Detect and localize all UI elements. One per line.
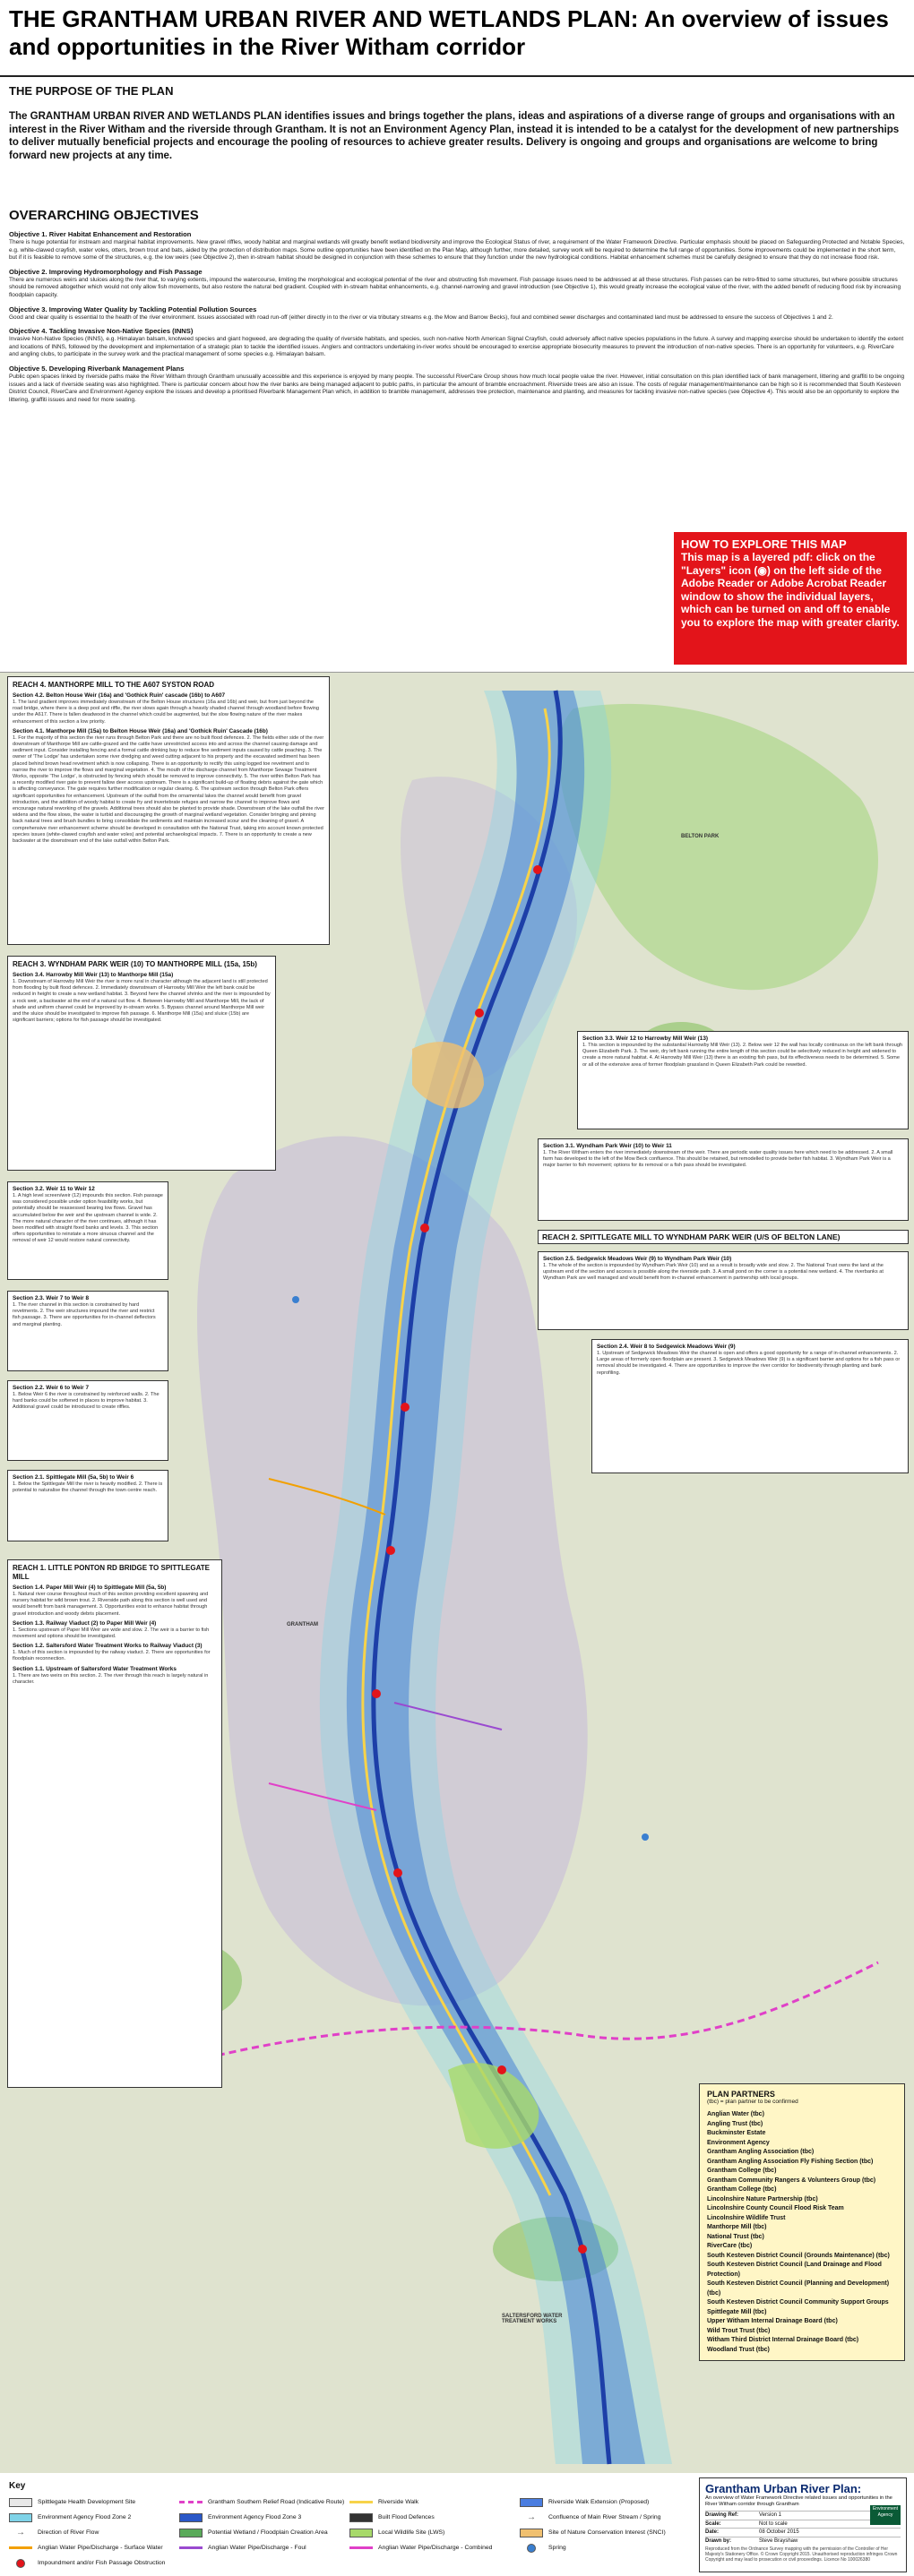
- objective-3: [9, 305, 905, 322]
- partner-item: Buckminster Estate: [707, 2130, 766, 2136]
- purpose-section: [9, 84, 905, 162]
- key-swatch: [179, 2546, 203, 2549]
- key-item: [520, 2525, 690, 2540]
- key-label: Grantham Southern Relief Road (Indicative Route): [208, 2499, 345, 2505]
- partner-item: Lincolnshire County Council Flood Risk Team: [707, 2205, 844, 2211]
- section-title: Section 4.2. Belton House Weir (16a) and 'Gothick Ruin' cascade (16b) to A607: [13, 692, 226, 699]
- partner-item: Grantham Angling Association (tbc): [707, 2149, 815, 2155]
- partner-item: RiverCare (tbc): [707, 2243, 753, 2249]
- key-label: Environment Agency Flood Zone 3: [208, 2514, 302, 2520]
- key-item: [9, 2555, 179, 2571]
- key-swatch: [179, 2513, 203, 2522]
- objective-title: Objective 3. Improving Water Quality by Tackling Potential Pollution Sources: [9, 305, 257, 313]
- explore-instructions: This map is a layered pdf: click on the "Layers" icon (◉) on the left side of the Adobe Reader or Adobe Acrobat Reader window to show the individual layers, which can be turned on and off to enable you to explore the map with greater clarity.: [681, 551, 900, 629]
- key-swatch: [16, 2559, 25, 2568]
- section-text: 1. Sections upstream of Paper Mill Weir are wide and slow. 2. The weir is a barrier to fish movement and options should be investigated.: [13, 1627, 210, 1640]
- key-swatch: [527, 2544, 536, 2553]
- section-title: Section 1.1. Upstream of Saltersford Water Treatment Works: [13, 1665, 177, 1672]
- key-item: [9, 2510, 179, 2525]
- key-item: [520, 2494, 690, 2510]
- section-text: 1. Natural river course throughout much of this section providing excellent spawning and nursery habitat for wild brown trout. 2. Riverside path along this section is well used and would benefit from bank management. 3. Opportunities exist to enhance habitat through gravel introduction and woody debris placement.: [13, 1592, 209, 1617]
- partner-item: South Kesteven District Council Community Support Groups: [707, 2299, 889, 2306]
- key-item: [349, 2525, 520, 2540]
- objective-5: [9, 365, 905, 404]
- section-text: 1. The land gradient improves immediately downstream of the Belton House structures (16a and 16b) and weir, but from just beyond the road bridge, where there is a deep pool and riffle, the river slows again through a heavily shaded channel through woodland before flowing under the A617. There is fallen deadwood in the channel which could be augmented, but the slow flowing nature of the river makes enhancement of this section a low priority.: [13, 700, 319, 725]
- key-label: Riverside Walk: [378, 2499, 419, 2505]
- section-2-4-box: [591, 1339, 909, 1473]
- section-text: 1. Upstream of Sedgewick Meadows Weir the channel is open and offers a good opportunity for a range of in-channel enhancements. 2. Large areas of formerly open floodplain are present. 3. Sedgewick Meadows Weir (9) is a significant barrier and options for a fish pass or removal should be investigated. 4. There are opportunities to improve the river corridor for biodiversity through planting and bank reprofiling.: [597, 1351, 901, 1376]
- partner-item: Grantham College (tbc): [707, 2186, 777, 2193]
- partner-item: Grantham Angling Association Fly Fishing Section (tbc): [707, 2158, 874, 2165]
- key-label: Spittlegate Health Development Site: [38, 2499, 136, 2505]
- key-grid: [9, 2494, 690, 2571]
- objective-text: Good and clear quality is essential to the health of the river environment. Issues associated with road run-off (either directly in to the river or via tributary streams e.g. the Mow and Barrow Becks), foul and combined sewer discharges and contaminated land must be addressed to ensure the success of Objectives 1 and 2.: [9, 313, 833, 321]
- page-header: [0, 0, 914, 77]
- section-title: Section 2.4. Weir 8 to Sedgewick Meadows Weir (9): [597, 1344, 736, 1350]
- section-2-2-box: [7, 1380, 168, 1461]
- objective-text: Invasive Non-Native Species (INNS), e.g. Himalayan balsam, knotweed species and giant hogweed, are degrading the quality of riverside habitats, and species, such non-native North American Signal Crayfish, could adversely affect native species populations in the future. A survey and mapping exercise should be undertaken to identify the extent and locations of INNS, followed by the development and implementation of a strategic plan to tackle the identified issues. Anglers and contractors undertaking in-river works should be encouraged to exercise appropriate biosecurity measures to prevent the introduction of non-native species. There is an opportunity for volunteers, e.g. RiverCare and angling clubs, to participate in the survey work and the practical management of some species e.g. Himalayan balsam.: [9, 336, 904, 358]
- map-label-works: SALTERSFORD WATER TREATMENT WORKS: [502, 2314, 563, 2324]
- objective-2: [9, 268, 905, 300]
- section-text: 1. The whole of the section is impounded by Wyndham Park Weir (10) and as a result is broadly wide and slow. 2. The National Trust owns the land at the upstream end of the section and access is possible along the riverside path. 3. A small pond on the corner is a potential new wetland. 4. The riverbanks at Wyndham Park are well managed and would benefit from in-channel enhancement in partnership with local groups.: [543, 1263, 884, 1282]
- key-item: [179, 2525, 349, 2540]
- copyright-notice: Reproduced from the Ordnance Survey mapping with the permission of the Controller of Her Majesty's Stationery Office. © Crown Copyright 2015. Unauthorised reproduction infringes Crown Copyright and may lead to prosecution or civil proceedings. Licence No 100026380: [705, 2546, 898, 2563]
- title-block-row: [705, 2537, 901, 2546]
- key-item: [520, 2540, 690, 2555]
- objective-title: Objective 1. River Habitat Enhancement and Restoration: [9, 230, 192, 238]
- key-item: [349, 2494, 520, 2510]
- key-item: [349, 2540, 520, 2555]
- partners-note: (tbc) = plan partner to be confirmed: [707, 2099, 798, 2105]
- section-title: Section 3.1. Wyndham Park Weir (10) to Weir 11: [543, 1143, 672, 1149]
- key-heading: Key: [9, 2481, 26, 2491]
- key-label: Built Flood Defences: [378, 2514, 435, 2520]
- partners-heading: PLAN PARTNERS: [707, 2090, 775, 2099]
- key-swatch: [349, 2529, 373, 2537]
- partner-item: Wild Trout Trust (tbc): [707, 2327, 771, 2334]
- section-3-2-box: [7, 1181, 168, 1280]
- reach-title: REACH 1. LITTLE PONTON RD BRIDGE TO SPITTLEGATE MILL: [13, 1564, 211, 1581]
- section-title: Section 3.3. Weir 12 to Harrowby Mill Weir (13): [582, 1035, 709, 1042]
- objective-text: There is huge potential for instream and marginal habitat improvements. New gravel riffles, woody habitat and marginal wetlands will greatly benefit wetland biodiversity and improve the Ecological Status of river, a requirement of the Water Framework Directive. Particular emphasis should be placed on Safeguarding Protected and Notable Species, e.g. white-clawed crayfish, water voles, otters, brown trout and bats, aided by the protection of distribution maps. Some outline opportunities have been identified on the Plan Map, although further, more detailed, survey work will be required to determine the full range of opportunities. Some improvements could be implemented in the short term, but if it is feasible to remove some of the structures, e.g. the low weirs (see Objective 2), then in-stream habitat should be designed in conjunction with these schemes to ensure that they function under the new hydrological conditions. Habitat enhancement schemes must be carefully designed to ensure that they do not increase flood risk.: [9, 239, 905, 262]
- row-key: Drawn by:: [705, 2537, 732, 2544]
- explore-heading: HOW TO EXPLORE THIS MAP: [681, 537, 847, 551]
- row-key: Drawing Ref:: [705, 2512, 739, 2519]
- partner-item: Manthorpe Mill (tbc): [707, 2224, 767, 2230]
- purpose-heading: THE PURPOSE OF THE PLAN: [9, 84, 174, 98]
- reach-title: REACH 3. WYNDHAM PARK WEIR (10) TO MANTHORPE MILL (15a, 15b): [13, 960, 257, 968]
- section-title: Section 2.3. Weir 7 to Weir 8: [13, 1295, 90, 1301]
- title-block-row: [705, 2528, 901, 2537]
- key-swatch: [520, 2529, 543, 2537]
- objective-4: [9, 327, 905, 359]
- key-swatch: [349, 2501, 373, 2503]
- title-block-title: Grantham Urban River Plan:: [705, 2482, 862, 2495]
- partner-item: Woodland Trust (tbc): [707, 2346, 770, 2353]
- section-2-5-box: [538, 1251, 909, 1330]
- section-title: Section 3.2. Weir 11 to Weir 12: [13, 1186, 95, 1192]
- section-2-1-box: [7, 1470, 168, 1541]
- objective-text: Public open spaces linked by riverside paths make the River Witham through Grantham unusually accessible and this experience is enjoyed by many people. The successful RiverCare Group shows how much local people value the river. However, initial consultation on this plan identified lack of bank management, littering and graffiti to be ongoing issues and a lack of riverside seating was also highlighted. There is particular concern about how the river banks are being managed adjacent to public paths, in particular the amount of bramble encroachment. Riverside trees are also an issue. The costs of regular management/maintenance can be high so it is recommended that South Kesteven District Council, RiverCare and Environment Agency explore the issues and develop a prioritised Riverbank Management Plan which, in addition to bramble management, addresses tree protection, maintenance and planting, and measures for tackling invasive non-native species (see Objective 4). This would also be an opportunity to explore the littering, graffiti issues and need for more seating.: [9, 373, 905, 403]
- key-item: [349, 2510, 520, 2525]
- section-3-3-box: [577, 1031, 909, 1129]
- section-title: Section 2.1. Spittlegate Mill (5a, 5b) to Weir 6: [13, 1474, 134, 1481]
- partner-item: South Kesteven District Council (Grounds Maintenance) (tbc): [707, 2252, 890, 2259]
- section-text: 1. There are two weirs on this section. 2. The river through this reach is largely natural in character.: [13, 1672, 209, 1685]
- row-key: Date:: [705, 2529, 720, 2536]
- key-item: [179, 2494, 349, 2510]
- key-swatch: →: [527, 2512, 536, 2522]
- page-title: THE GRANTHAM URBAN RIVER AND WETLANDS PLAN: An overview of issues and opportunities in the River Witham corridor: [9, 5, 889, 60]
- objective-title: Objective 5. Developing Riverbank Management Plans: [9, 364, 185, 373]
- row-value: Not to scale: [759, 2520, 788, 2527]
- row-value: 08 October 2015: [759, 2529, 799, 2536]
- key-item: [9, 2540, 179, 2555]
- key-label: Local Wildlife Site (LWS): [378, 2529, 445, 2536]
- partner-item: Grantham College (tbc): [707, 2168, 777, 2174]
- map-key: [9, 2481, 690, 2571]
- section-text: 1. Much of this section is impounded by the railway viaduct. 2. There are opportunities for floodplain reconnection.: [13, 1650, 211, 1662]
- row-value: Steve Brayshaw: [759, 2537, 798, 2544]
- partner-item: Angling Trust (tbc): [707, 2120, 763, 2127]
- section-text: 1. Below Weir 6 the river is constrained by reinforced walls. 2. The hard banks could be softened in places to improve habitat. 3. Additional gravel could be introduced to create riffles.: [13, 1392, 160, 1411]
- partner-item: Anglian Water (tbc): [707, 2111, 764, 2117]
- objective-title: Objective 4. Tackling Invasive Non-Native Species (INNS): [9, 327, 194, 336]
- section-2-3-box: [7, 1291, 168, 1371]
- partner-item: South Kesteven District Council (Land Drainage and Flood Protection): [707, 2262, 882, 2278]
- partner-item: Upper Witham Internal Drainage Board (tbc): [707, 2318, 838, 2324]
- reach-3-box: [7, 956, 276, 1171]
- section-text: 1. The River Witham enters the river immediately downstream of the weir. There are periodic water quality issues here which need to be addressed. 2. A small farm has developed to the left of the Mow Beck confluence. This should be retained, but remodelled to provide better fish habitat. 3. Wyndham Park Weir is a major barrier to fish movement; options for its removal or a fish pass should be investigated.: [543, 1150, 893, 1169]
- section-text: 1. Downstream of Harrowby Mill Weir the river is more rural in character although the adjacent land is still protected from flooding by built flood defences. 2. Immediately downstream of Harrowby Mill Weir the left bank could be reduced in height to create a new wetland habitat. 3. Beyond here the channel shrinks and the river is impounded by a rock weir, a backwater at the end of a natural cut flow. 4. Between Harrowby Mill and Manthorpe Mill, the lack of shade and uniform channel could be improved by in-stream works. 5. Bypass channel around Manthorpe Mill weir and the sluice should be investigated to improve fish passage. 6. Manthorpe Mill (15a) and sluice (15b) are significant barriers; options for fish passage should be investigated.: [13, 979, 271, 1024]
- objective-1: [9, 230, 905, 262]
- section-title: Section 1.2. Saltersford Water Treatment Works to Railway Viaduct (3): [13, 1643, 203, 1650]
- key-item: [179, 2510, 349, 2525]
- reach-1-box: [7, 1559, 222, 2088]
- section-title: Section 1.4. Paper Mill Weir (4) to Spittlegate Mill (5a, 5b): [13, 1584, 167, 1591]
- objective-title: Objective 2. Improving Hydromorphology and Fish Passage: [9, 267, 203, 276]
- title-block: [699, 2477, 907, 2572]
- reach-title: REACH 4. MANTHORPE MILL TO THE A607 SYSTON ROAD: [13, 681, 215, 689]
- row-value: Version 1: [759, 2512, 782, 2519]
- section-title: Section 2.5. Sedgewick Meadows Weir (9) to Wyndham Park Weir (10): [543, 1256, 732, 1262]
- section-text: 1. The river channel in this section is constrained by hard revetments. 2. The weir structures impound the river and restrict fish passage. 3. There are opportunities for in-channel deflectors and marginal planting.: [13, 1302, 156, 1327]
- map-label-town: GRANTHAM: [287, 1622, 318, 1627]
- key-swatch: [9, 2546, 32, 2549]
- section-title: Section 1.3. Railway Viaduct (2) to Paper Mill Weir (4): [13, 1619, 157, 1627]
- key-swatch: [349, 2546, 373, 2549]
- key-item: [179, 2540, 349, 2555]
- partner-item: National Trust (tbc): [707, 2233, 764, 2240]
- key-swatch: [349, 2513, 373, 2522]
- key-label: Site of Nature Conservation Interest (SNCI): [548, 2529, 666, 2536]
- section-text: 1. For the majority of this section the river runs through Belton Park and there are no built flood defences. 2. The fields either side of the river downstream of Manthorpe Mill are cattle-grazed and the cattle have unrestricted access into and across the channel causing damage and sediment input. Consider installing fencing and a formal cattle drinking bay to reduce fine sediment inputs caused by cattle poaching. 3. The owner of 'The Lodge' has undertaken some river dredging and weed cutting adjacent to his property and the excavated sediment has been placed behind brown head revetment which is now collapsing. There is an opportunity to rectify this using logged toe revetment and to narrow the river to improve the flows and marginal vegetation. 4. The mouth of the discharge channel from Manthorpe Sewage Treatment Works, opposite 'The Lodge', is obstructed by fencing which should be removed to improve connectivity. 5. The river within Belton Park has a recently modified river gate to prevent fallow deer access upstream. There is a significant build-up of floating debris against the gate which is affecting conveyance. The gate requires further modification or regular clearing. 6. The upstream section through Belton Park offers significant opportunities for enhancement. Upstream of the outfall from the ornamental lakes the channel would benefit from gravel introduction, and the addition of woody habitat to create fry and invertebrate refuges and narrow the channel to improve flows and encourage natural reworking of the gravels. Additional trees should also be planted to provide shade. Downstream of the lake outfall the river widens and the flow slows, the water is turbid and discouraging the growth of marginal wetland vegetation. Consider bringing and pinning back natural trees and brush bundles to bring consolidate the sediments and maintain increased scour and the cleaning of gravel. A comprehensive river enhancement scheme should be developed in consultation with the National Trust, taking into account known protected species issues (white-clawed crayfish and water voles) and potential archaeological impacts. 7. There is an opportunity to create a new backwater at the downstream end of the lake outfall within Belton Park.: [13, 734, 324, 845]
- key-swatch: →: [16, 2527, 25, 2537]
- section-text: 1. This section is impounded by the substantial Harrowby Mill Weir (13). 2. Below weir 12 the wall has locally continuous on the left bank through Queen Elizabeth Park. 3. The weir, dry left bank running the entire length of this section could be selectively reduced in height and widened to create a more natural habitat. 4. At Harrowby Mill Weir (13) there is an existing fish pass, but its effectiveness needs to be determined. 5. Some or all of the extensive area of former floodplain grassland in Queen Elizabeth Park could be rewetted.: [582, 1043, 903, 1068]
- section-title: Section 2.2. Weir 6 to Weir 7: [13, 1385, 90, 1391]
- section-text: 1. A high level screen/weir (12) impounds this section. Fish passage was considered possible under option feasibility works, but potentially should be reassessed bearing low flows. Gravel has accumulated below the weir and the upstream channel is wide. 2. The more natural character of the river continues, although it has been modified with straight fixed banks and levels. 3. This section offers opportunities to reinstate a more sinuous channel and the removal of weir 12 would restore natural connectivity.: [13, 1193, 163, 1244]
- partner-item: Lincolnshire Wildlife Trust: [707, 2214, 786, 2221]
- key-label: Direction of River Flow: [38, 2529, 99, 2536]
- partner-item: Witham Third District Internal Drainage Board (tbc): [707, 2337, 859, 2343]
- title-block-subtitle: An overview of Water Framework Directive related issues and opportunities in the River Witham corridor through Grantham: [705, 2495, 892, 2508]
- key-swatch: [179, 2501, 203, 2503]
- partner-item: Grantham Community Rangers & Volunteers Group (tbc): [707, 2177, 876, 2184]
- partner-item: Spittlegate Mill (tbc): [707, 2308, 767, 2315]
- key-item: [9, 2525, 179, 2540]
- key-swatch: [179, 2529, 203, 2537]
- section-text: 1. Below the Spittlegate Mill the river is heavily modified. 2. There is potential to naturalise the channel through the town centre reach.: [13, 1481, 163, 1494]
- explore-map-callout: [674, 532, 907, 665]
- reach-2-heading: REACH 2. SPITTLEGATE MILL TO WYNDHAM PARK WEIR (U/S OF BELTON LANE): [538, 1230, 909, 1244]
- map-label-belton: BELTON PARK: [681, 834, 720, 839]
- partner-item: South Kesteven District Council (Planning and Development) (tbc): [707, 2280, 890, 2297]
- objectives-heading: OVERARCHING OBJECTIVES: [9, 208, 199, 223]
- objective-text: There are numerous weirs and sluices along the river that, to varying extents, impound the watercourse, limiting the morphological and ecological potential of the river and obstructing fish movement. Fish passage issues need to be addressed at all these structures. Fish passes can be retro-fitted to some structures, but where possible structures should be removed altogether which would not only allow fish movements, but also restore the natural bed gradient. Coupled with in-stream habitat enhancements, e.g. channel-narrowing and gravel introduction (see Objective 1), this would greatly increase the ecological value of the river, with the added benefit of reducing flood risk by increasing floodplain capacity.: [9, 276, 901, 298]
- key-item: [9, 2494, 179, 2510]
- environment-agency-logo: Environment Agency: [870, 2505, 901, 2525]
- row-key: Scale:: [705, 2520, 721, 2527]
- purpose-lead: The GRANTHAM URBAN RIVER AND WETLANDS PLAN identifies issues and brings together the plans, ideas and aspirations of a diverse range of groups and organisations with an interest in the River Witham and the riverside through Grantham. It is not an Environment Agency Plan, instead it is intended to be a catalyst for the development of new partnerships to deliver mutually beneficial projects and encourage the pooling of resources to achieve greater results. Delivery is ongoing and groups and organisations are welcome to bring forward new projects at any time.: [9, 111, 900, 161]
- key-label: Environment Agency Flood Zone 2: [38, 2514, 132, 2520]
- section-3-1-box: [538, 1138, 909, 1221]
- partners-list: [707, 2110, 897, 2355]
- key-label: Confluence of Main River Stream / Spring: [548, 2514, 661, 2520]
- reach-4-box: [7, 676, 330, 945]
- partner-item: Environment Agency: [707, 2139, 770, 2146]
- key-swatch: [9, 2498, 32, 2507]
- key-label: Spring: [548, 2545, 566, 2551]
- key-label: Impoundment and/or Fish Passage Obstruction: [38, 2560, 166, 2566]
- objectives-section: [9, 208, 905, 409]
- key-swatch: [9, 2513, 32, 2522]
- partner-item: Lincolnshire Nature Partnership (tbc): [707, 2195, 818, 2202]
- key-label: Potential Wetland / Floodplain Creation Area: [208, 2529, 328, 2536]
- key-label: Anglian Water Pipe/Discharge - Surface Water: [38, 2545, 163, 2551]
- key-item: [520, 2510, 690, 2525]
- key-label: Riverside Walk Extension (Proposed): [548, 2499, 650, 2505]
- plan-partners-box: [699, 2083, 905, 2361]
- section-title: Section 3.4. Harrowby Mill Weir (13) to Manthorpe Mill (15a): [13, 972, 174, 978]
- key-label: Anglian Water Pipe/Discharge - Foul: [208, 2545, 306, 2551]
- key-label: Anglian Water Pipe/Discharge - Combined: [378, 2545, 493, 2551]
- key-swatch: [520, 2498, 543, 2507]
- section-title: Section 4.1. Manthorpe Mill (15a) to Belton House Weir (16a) and 'Gothick Ruin' Cascade (16b): [13, 727, 268, 734]
